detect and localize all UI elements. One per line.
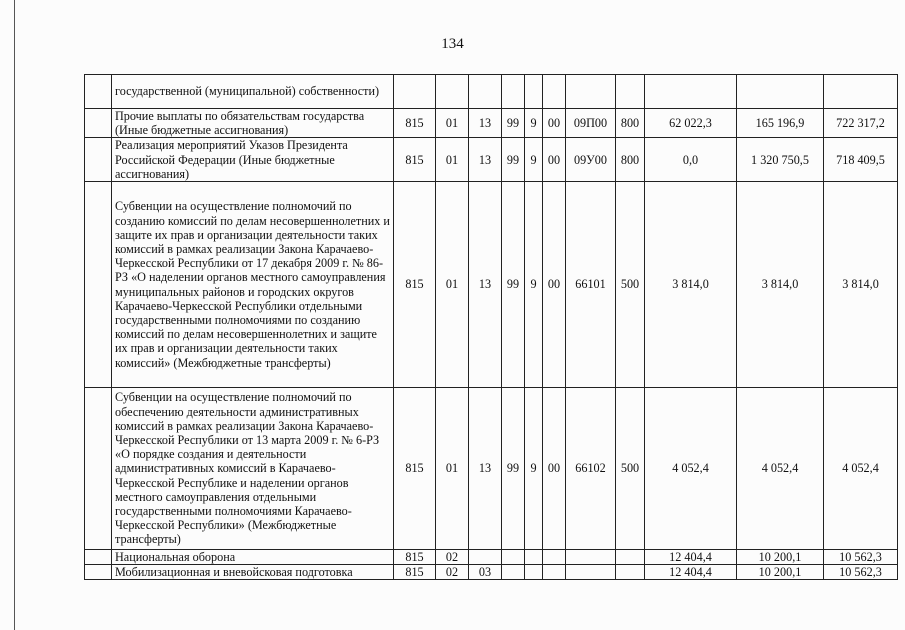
- amount-year-1-cell: 12 404,4: [645, 565, 737, 580]
- subsection-code-cell: 13: [469, 109, 502, 138]
- amount-year-3-cell: 3 814,0: [824, 182, 898, 388]
- expense-type-code-cell: 500: [616, 388, 645, 550]
- amount-year-2-cell: 165 196,9: [737, 109, 824, 138]
- subsection-code-cell: [469, 75, 502, 109]
- direction-code-cell: [566, 565, 616, 580]
- subprogram-code-cell: 9: [525, 138, 543, 182]
- grbs-code-cell: 815: [394, 109, 436, 138]
- subprogram-code-cell: 9: [525, 182, 543, 388]
- subsection-code-cell: [469, 550, 502, 565]
- amount-year-1-cell: 62 022,3: [645, 109, 737, 138]
- row-name-cell: государственной (муниципальной) собственности): [112, 75, 394, 109]
- subprogram-code-cell: 9: [525, 109, 543, 138]
- amount-year-2-cell: 10 200,1: [737, 550, 824, 565]
- row-name-cell: Субвенции на осуществление полномочий по обеспечению деятельности административных комиссий в рамках реализации Закона Карачаево-Черкесской Республики от 13 марта 2009 г. № 6-РЗ «О порядке создания и деятельности административных комиссий в Карачаево-Черкесской Республике и наделении органов местного самоуправления отдельными государственными полномочиями Карачаево-Черкесской Республики» (Межбюджетные трансферты): [112, 388, 394, 550]
- table-row: [85, 565, 898, 580]
- section-code-cell: 01: [436, 138, 469, 182]
- section-code-cell: 01: [436, 109, 469, 138]
- table-row: [85, 75, 898, 109]
- row-margin-cell: [85, 388, 112, 550]
- subprogram-code-cell: [525, 550, 543, 565]
- direction-code-cell: 66101: [566, 182, 616, 388]
- event-code-cell: 00: [543, 388, 566, 550]
- expense-type-code-cell: [616, 75, 645, 109]
- amount-year-3-cell: [824, 75, 898, 109]
- row-name-cell: Субвенции на осуществление полномочий по созданию комиссий по делам несовершеннолетних и защите их прав и организации деятельности таких комиссий в рамках реализации Закона Карачаево-Черкесской Республики от 17 декабря 2009 г. № 86-РЗ «О наделении органов местного самоуправления муниципальных районов и городских округов Карачаево-Черкесской Республики отдельными государственными полномочиями по созданию комиссий по делам несовершеннолетних и защите их прав и организации деятельности таких комиссий» (Межбюджетные трансферты): [112, 182, 394, 388]
- amount-year-3-cell: 10 562,3: [824, 565, 898, 580]
- amount-year-2-cell: 4 052,4: [737, 388, 824, 550]
- event-code-cell: 00: [543, 182, 566, 388]
- grbs-code-cell: [394, 75, 436, 109]
- subprogram-code-cell: [525, 75, 543, 109]
- amount-year-1-cell: [645, 75, 737, 109]
- event-code-cell: [543, 550, 566, 565]
- program-code-cell: [502, 75, 525, 109]
- row-name-cell: Мобилизационная и вневойсковая подготовка: [112, 565, 394, 580]
- budget-table: [84, 74, 898, 580]
- row-margin-cell: [85, 109, 112, 138]
- program-code-cell: 99: [502, 182, 525, 388]
- section-code-cell: [436, 75, 469, 109]
- program-code-cell: 99: [502, 388, 525, 550]
- amount-year-1-cell: 12 404,4: [645, 550, 737, 565]
- section-code-cell: 02: [436, 565, 469, 580]
- grbs-code-cell: 815: [394, 550, 436, 565]
- table-body: [85, 75, 898, 580]
- event-code-cell: 00: [543, 138, 566, 182]
- row-margin-cell: [85, 550, 112, 565]
- amount-year-3-cell: 10 562,3: [824, 550, 898, 565]
- grbs-code-cell: 815: [394, 182, 436, 388]
- row-margin-cell: [85, 565, 112, 580]
- page-left-edge: [14, 0, 15, 630]
- table-row: [85, 109, 898, 138]
- row-margin-cell: [85, 75, 112, 109]
- amount-year-3-cell: 722 317,2: [824, 109, 898, 138]
- expense-type-code-cell: [616, 565, 645, 580]
- amount-year-2-cell: 1 320 750,5: [737, 138, 824, 182]
- amount-year-1-cell: 0,0: [645, 138, 737, 182]
- subsection-code-cell: 13: [469, 388, 502, 550]
- program-code-cell: [502, 550, 525, 565]
- row-name-cell: Реализация мероприятий Указов Президента Российской Федерации (Иные бюджетные ассигнования): [112, 138, 394, 182]
- table-row: [85, 138, 898, 182]
- amount-year-3-cell: 718 409,5: [824, 138, 898, 182]
- table-row: [85, 388, 898, 550]
- program-code-cell: 99: [502, 138, 525, 182]
- event-code-cell: 00: [543, 109, 566, 138]
- amount-year-2-cell: 10 200,1: [737, 565, 824, 580]
- page-number: 134: [441, 36, 464, 52]
- expense-type-code-cell: 800: [616, 138, 645, 182]
- program-code-cell: [502, 565, 525, 580]
- row-margin-cell: [85, 138, 112, 182]
- subsection-code-cell: 03: [469, 565, 502, 580]
- event-code-cell: [543, 75, 566, 109]
- expense-type-code-cell: [616, 550, 645, 565]
- section-code-cell: 01: [436, 388, 469, 550]
- amount-year-2-cell: [737, 75, 824, 109]
- grbs-code-cell: 815: [394, 565, 436, 580]
- row-name-cell: Прочие выплаты по обязательствам государства (Иные бюджетные ассигнования): [112, 109, 394, 138]
- section-code-cell: 01: [436, 182, 469, 388]
- direction-code-cell: [566, 75, 616, 109]
- subprogram-code-cell: [525, 565, 543, 580]
- amount-year-2-cell: 3 814,0: [737, 182, 824, 388]
- direction-code-cell: 66102: [566, 388, 616, 550]
- amount-year-1-cell: 4 052,4: [645, 388, 737, 550]
- table-row: [85, 550, 898, 565]
- subprogram-code-cell: 9: [525, 388, 543, 550]
- expense-type-code-cell: 800: [616, 109, 645, 138]
- expense-type-code-cell: 500: [616, 182, 645, 388]
- program-code-cell: 99: [502, 109, 525, 138]
- table-row: [85, 182, 898, 388]
- grbs-code-cell: 815: [394, 388, 436, 550]
- direction-code-cell: 09П00: [566, 109, 616, 138]
- row-name-cell: Национальная оборона: [112, 550, 394, 565]
- row-margin-cell: [85, 182, 112, 388]
- subsection-code-cell: 13: [469, 182, 502, 388]
- amount-year-1-cell: 3 814,0: [645, 182, 737, 388]
- direction-code-cell: [566, 550, 616, 565]
- amount-year-3-cell: 4 052,4: [824, 388, 898, 550]
- subsection-code-cell: 13: [469, 138, 502, 182]
- grbs-code-cell: 815: [394, 138, 436, 182]
- direction-code-cell: 09У00: [566, 138, 616, 182]
- event-code-cell: [543, 565, 566, 580]
- section-code-cell: 02: [436, 550, 469, 565]
